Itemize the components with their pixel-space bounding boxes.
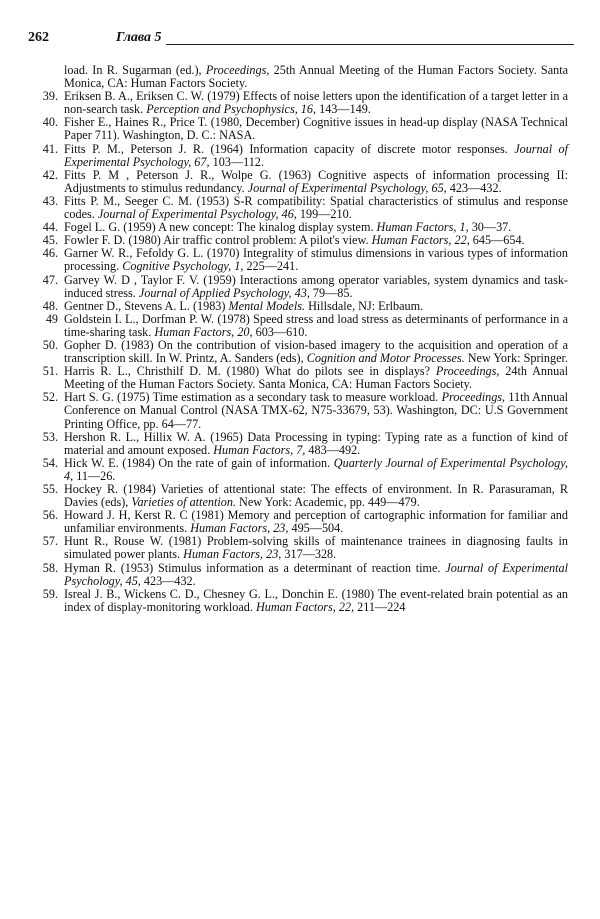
chapter-title: Глава 5	[116, 30, 162, 45]
reference-number: 49	[45, 311, 58, 326]
reference-text: 103—112.	[209, 154, 264, 169]
reference-text: Hillsdale, NJ: Erlbaum.	[305, 298, 424, 313]
reference-number: 47.	[42, 272, 58, 287]
reference-entry	[30, 588, 568, 614]
reference-entry	[30, 483, 568, 509]
reference-number: 39.	[42, 89, 58, 104]
reference-text: 645—654.	[469, 233, 525, 248]
reference-text: Hershon R. L., Hillix W. A. (1965) Data Processing in typing: Typing rate as a function of kind of material and amount exposed.	[64, 429, 568, 457]
reference-source: Journal of Experimental Psychology, 65,	[247, 180, 447, 195]
reference-text: 11th Annual Conference on Manual Control (NASA TMX-62, N75-33679, 53). Washington, DC: U.S Government Printing Office, pp. 64—77.	[64, 390, 568, 431]
reference-text: 423—432.	[446, 180, 502, 195]
reference-number: 59.	[42, 586, 58, 601]
reference-source: Human Factors, 1,	[376, 220, 469, 235]
reference-entry	[30, 169, 568, 195]
reference-number: 54.	[42, 455, 58, 470]
reference-text: 483—492.	[305, 442, 361, 457]
reference-text: Harris R. L., Christhilf D. M. (1980) What do pilots see in displays?	[64, 364, 436, 379]
reference-entry	[30, 391, 568, 430]
reference-source: Proceedings,	[205, 63, 270, 77]
reference-text: Eriksen B. A., Eriksen C. W. (1979) Effects of noise letters upon the identification of a target letter in a non-search task.	[64, 89, 568, 117]
reference-text: Hick W. E. (1984) On the rate of gain of information.	[64, 455, 334, 470]
reference-entry	[30, 64, 568, 90]
reference-number: 40.	[42, 115, 58, 130]
reference-entry	[30, 509, 568, 535]
reference-source: Journal of Experimental Psychology, 46,	[97, 207, 297, 222]
reference-text: 317—328.	[281, 547, 337, 562]
reference-text: 79—85.	[309, 285, 353, 300]
reference-text: 11—26.	[73, 468, 116, 483]
reference-source: Journal of Experimental Psychology, 45,	[64, 560, 568, 588]
reference-entry	[30, 339, 568, 365]
reference-entry	[30, 143, 568, 169]
reference-text: Hockey R. (1984) Varieties of attentional state: The effects of environment. In R. Parasuraman, R Davies (eds),	[64, 482, 568, 510]
reference-source: Cognition and Motor Processes.	[306, 351, 465, 366]
reference-source: Journal of Experimental Psychology, 67,	[64, 141, 568, 169]
reference-text: Fogel L. G. (1959) A new concept: The kinalog display system.	[64, 220, 377, 235]
reference-text: 423—432.	[140, 573, 196, 588]
reference-entry	[30, 195, 568, 221]
reference-source: Human Factors, 23,	[190, 521, 289, 536]
reference-entry	[30, 365, 568, 391]
reference-text: 495—504.	[288, 521, 344, 536]
reference-number: 53.	[42, 429, 58, 444]
reference-entry	[30, 562, 568, 588]
reference-text: 25th Annual Meeting of the Human Factors Society. Santa Monica, CA: Human Factors Society.	[64, 63, 568, 91]
reference-text: Fitts P. M., Seeger C. M. (1953) S-R compatibility: Spatial characteristics of stimulus and response codes.	[64, 193, 568, 222]
reference-text: 225—241.	[243, 259, 299, 274]
reference-text: Fitts P. M , Peterson J. R., Wolpe G. (1963) Cognitive aspects of information processing II: Adjustments to stimulus redundancy.	[64, 167, 568, 195]
reference-text: Garner W. R., Fefoldy G. L. (1970) Integrality of stimulus dimensions in various types of information processing.	[64, 246, 568, 274]
reference-number: 42.	[42, 167, 58, 182]
reference-text: Fowler F. D. (1980) Air traffic control problem: A pilot's view.	[64, 233, 372, 248]
reference-source: Cognitive Psychology, 1,	[122, 259, 244, 274]
reference-text: Howard J. H, Kerst R. C (1981) Memory and perception of cartographic information for familiar and unfamiliar environments.	[64, 508, 568, 536]
reference-entry	[30, 247, 568, 273]
reference-number: 55.	[42, 482, 58, 496]
reference-number: 52.	[42, 390, 58, 405]
reference-entry	[30, 90, 568, 116]
reference-source: Human Factors, 7,	[213, 442, 306, 457]
reference-text: New York: Springer.	[464, 351, 568, 366]
reference-source: Quarterly Journal of Experimental Psychology, 4,	[64, 455, 569, 483]
reference-source: Proceedings,	[441, 390, 506, 405]
reference-text: Gentner D., Stevens A. L. (1983)	[64, 298, 229, 313]
reference-entry	[30, 457, 568, 483]
running-header	[28, 30, 574, 48]
reference-text: Garvey W. D , Taylor F. V. (1959) Interactions among operator variables, system dynamics and task-induced stress.	[64, 272, 568, 300]
reference-number: 57.	[42, 534, 58, 549]
reference-text: load. In R. Sugarman (ed.),	[64, 63, 206, 77]
reference-entry	[30, 535, 568, 561]
reference-text: Goldstein I. L., Dorfman P. W. (1978) Speed stress and load stress as determinants of performance in a time-sharing task.	[64, 311, 568, 339]
reference-text: Isreal J. B., Wickens C. D., Chesney G. L., Donchin E. (1980) The event-related brain potential as an index of display-monitoring workload.	[64, 586, 568, 614]
reference-text: 603—610.	[252, 324, 308, 339]
reference-text: Hart S. G. (1975) Time estimation as a secondary task to measure workload.	[64, 390, 442, 405]
reference-source: Human Factors, 22,	[371, 233, 470, 248]
reference-text: 143—149.	[316, 102, 371, 117]
reference-list	[30, 64, 568, 614]
reference-entry	[30, 431, 568, 457]
reference-source: Human Factors, 22,	[255, 599, 355, 614]
reference-number: 41.	[42, 141, 58, 156]
reference-source: Proceedings,	[435, 364, 500, 379]
reference-entry	[30, 313, 568, 339]
reference-text: 199—210.	[296, 207, 352, 222]
reference-text: 211—224	[354, 599, 406, 614]
reference-number: 44.	[42, 220, 58, 235]
reference-number: 51.	[42, 364, 58, 379]
page-number: 262	[28, 30, 49, 45]
reference-text: Hunt R., Rouse W. (1981) Problem-solving skills of maintenance trainees in diagnosing faults in simulated power plants.	[64, 534, 568, 562]
reference-source: Perception and Psychophysics, 16,	[146, 102, 317, 117]
reference-text: 30—37.	[468, 220, 512, 235]
reference-entry	[30, 274, 568, 300]
reference-text: Fisher E., Haines R., Price T. (1980, December) Cognitive issues in head-up display (NASA Technical Paper 711). Washington, D. C.: NASA.	[64, 115, 568, 143]
reference-source: Varieties of attention.	[131, 495, 236, 510]
reference-source: Human Factors, 23,	[183, 547, 282, 562]
reference-number: 46.	[42, 246, 58, 261]
reference-text: Gopher D. (1983) On the contribution of vision-based imagery to the acquisition and operation of a transcription skill. In W. Printz, A. Sanders (eds),	[64, 337, 568, 366]
reference-source: Human Factors, 20,	[154, 324, 253, 339]
reference-number: 48.	[42, 298, 58, 313]
reference-source: Journal of Applied Psychology, 43,	[138, 285, 310, 300]
reference-number: 58.	[42, 560, 58, 575]
reference-source: Mental Models.	[228, 298, 306, 313]
reference-number: 43.	[42, 193, 58, 208]
reference-entry	[30, 116, 568, 142]
reference-text: Fitts P. M., Peterson J. R. (1964) Information capacity of discrete motor responses.	[64, 141, 515, 156]
reference-text: 24th Annual Meeting of the Human Factors Society. Santa Monica, CA: Human Factors Society.	[64, 364, 568, 392]
reference-number: 45.	[42, 233, 58, 248]
header-rule	[166, 44, 574, 45]
reference-number: 56.	[42, 508, 58, 523]
reference-number: 50.	[42, 337, 58, 352]
reference-text: Hyman R. (1953) Stimulus information as a determinant of reaction time.	[64, 560, 446, 575]
reference-text: New York: Academic, pp. 449—479.	[235, 495, 420, 510]
